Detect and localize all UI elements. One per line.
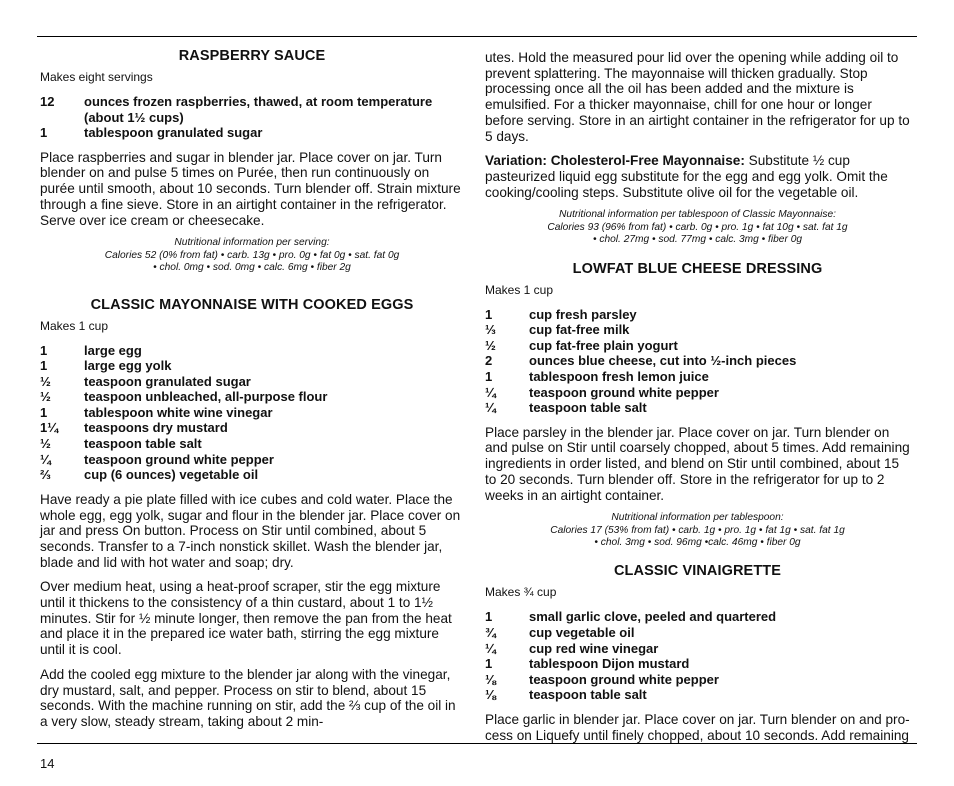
- nutrition-heading: Nutritional information per tablespoon:: [611, 512, 784, 524]
- ingredient-quantity: 1: [485, 656, 493, 672]
- bottom-rule: [37, 743, 917, 744]
- ingredient-row: [40, 436, 464, 452]
- ingredient-description: cup fresh parsley: [529, 306, 637, 322]
- ingredient-row: [485, 672, 910, 688]
- ingredient-row: [485, 656, 910, 672]
- ingredient-quantity: 1¼: [40, 420, 59, 436]
- ingredient-description: large egg yolk: [84, 358, 172, 374]
- ingredient-quantity: ¼: [40, 451, 51, 467]
- ingredient-row: [40, 420, 464, 436]
- recipe-directions: Over medium heat, using a heat-proof scraper, stir the egg mixture until it thickens to the consistency of a thin custard, about 1 to 1½ minutes. Stir for ½ minute longer, then remove the pan from the heat and place it in the prepared ice water bath, stirring the egg mixture until it is cool.: [40, 579, 452, 658]
- recipe-classic-vinaigrette: [485, 563, 910, 743]
- ingredient-quantity: ⅓: [485, 322, 496, 338]
- ingredient-quantity: ¼: [485, 640, 496, 656]
- recipe-yield: Makes 1 cup: [40, 318, 109, 333]
- ingredient-row: [40, 389, 464, 405]
- ingredient-quantity: ½: [40, 389, 51, 405]
- recipe-directions: Place parsley in the blender jar. Place cover on jar. Turn blender on and pulse on Stir until coarsely chopped, about 5 times. Add remaining ingredients in order listed, and blend on Stir until combined, about 15 to 20 seconds. Turn blender off. Store in the refrigerator for up to 2 weeks in an airtight container.: [485, 424, 910, 503]
- ingredient-row: [485, 609, 910, 625]
- ingredient-quantity: 12: [40, 94, 55, 109]
- ingredient-description: teaspoon table salt: [529, 400, 647, 416]
- left-column: [40, 48, 464, 739]
- ingredient-quantity: ⅔: [40, 467, 51, 483]
- ingredient-description: cup (6 ounces) vegetable oil: [84, 467, 259, 483]
- recipe-directions: Place raspberries and sugar in blender jar. Place cover on jar. Turn blender on and pulse 5 times on Purée, then run continuously on purée until smooth, about 10 seconds. Turn blender off. Strain mixture through a fine sieve. Store in an airtight container in the refrigerator. Serve over ice cream or cheesecake.: [40, 149, 461, 228]
- ingredient-description: teaspoon ground white pepper: [84, 451, 274, 467]
- nutrition-info: [40, 237, 464, 274]
- ingredient-description: teaspoon ground white pepper: [529, 384, 719, 400]
- variation-text: Substitute ½ cup pasteurized liquid egg substitute for the egg and egg yolk. Omit the cooking/cooling steps. Substitute olive oil for the vegetable oil.: [485, 153, 888, 200]
- ingredient-quantity: ¼: [485, 384, 496, 400]
- ingredient-description: tablespoon granulated sugar: [84, 125, 263, 141]
- ingredient-description: cup red wine vinegar: [529, 640, 659, 656]
- ingredient-row: [485, 385, 910, 401]
- nutrition-line: Calories 17 (53% from fat) • carb. 1g • pro. 1g • fat 1g • sat. fat 1g: [550, 524, 845, 536]
- ingredient-row: [485, 625, 910, 641]
- ingredient-quantity: ½: [40, 373, 51, 389]
- ingredient-description: teaspoon ground white pepper: [529, 671, 719, 687]
- ingredient-row: [485, 400, 910, 416]
- right-column: [485, 50, 910, 752]
- variation-label: Variation: Cholesterol-Free Mayonnaise:: [485, 153, 745, 169]
- ingredient-row: [485, 687, 910, 703]
- ingredient-row: [485, 307, 910, 323]
- ingredient-description: teaspoon table salt: [84, 436, 202, 452]
- recipe-directions: Add the cooled egg mixture to the blender jar along with the vinegar, dry mustard, salt, and pepper. Process on stir to blend, about 15 seconds. With the machine running on stir, add the ⅔ cup of the oil in a very slow, steady stream, taking about 2 min-: [40, 666, 456, 729]
- ingredient-description: tablespoon white wine vinegar: [84, 404, 273, 420]
- ingredient-row: [485, 338, 910, 354]
- ingredient-quantity: 1: [485, 306, 493, 322]
- recipe-title: CLASSIC MAYONNAISE WITH COOKED EGGS: [90, 296, 414, 313]
- ingredient-description: teaspoon unbleached, all-purpose flour: [84, 389, 328, 405]
- ingredient-row: [485, 641, 910, 657]
- ingredient-quantity: 2: [485, 353, 493, 369]
- recipe-yield: Makes eight servings: [40, 70, 153, 84]
- ingredient-row: [40, 358, 464, 374]
- ingredient-row: [40, 467, 464, 483]
- recipe-title: LOWFAT BLUE CHEESE DRESSING: [572, 260, 823, 277]
- ingredient-description: cup fat-free plain yogurt: [529, 337, 678, 353]
- ingredient-quantity: 1: [40, 358, 48, 374]
- ingredient-description: teaspoon granulated sugar: [84, 373, 251, 389]
- recipe-classic-mayonnaise: [40, 297, 464, 730]
- ingredient-description: ounces frozen raspberries, thawed, at room temperature (about 1½ cups): [84, 94, 433, 125]
- nutrition-line: • chol. 3mg • sod. 96mg •calc. 46mg • fiber 0g: [594, 537, 801, 549]
- nutrition-line: • chol. 0mg • sod. 0mg • calc. 6mg • fiber 2g: [153, 262, 351, 274]
- ingredient-description: small garlic clove, peeled and quartered: [529, 609, 777, 625]
- ingredient-description: large egg: [84, 342, 142, 358]
- ingredient-quantity: ⅛: [485, 671, 496, 687]
- ingredient-quantity: ⅛: [485, 687, 496, 703]
- nutrition-line: Calories 52 (0% from fat) • carb. 13g • pro. 0g • fat 0g • sat. fat 0g: [104, 249, 400, 261]
- ingredient-row: [40, 94, 464, 125]
- ingredient-row: [485, 322, 910, 338]
- ingredient-quantity: ¾: [485, 625, 496, 641]
- ingredient-quantity: ¼: [485, 400, 496, 416]
- nutrition-info: [485, 512, 910, 549]
- nutrition-heading: Nutritional information per serving:: [174, 237, 330, 249]
- recipe-lowfat-blue-cheese-dressing: [485, 261, 910, 550]
- ingredient-row: [485, 369, 910, 385]
- ingredient-description: tablespoon fresh lemon juice: [529, 368, 709, 384]
- ingredient-list: [485, 609, 910, 703]
- ingredient-list: [40, 343, 464, 483]
- ingredient-list: [40, 94, 464, 141]
- ingredient-description: cup vegetable oil: [529, 625, 635, 641]
- ingredient-row: [40, 125, 464, 141]
- ingredient-quantity: 1: [40, 125, 48, 141]
- page-number: 14: [40, 756, 55, 771]
- ingredient-quantity: ½: [40, 436, 51, 452]
- ingredient-description: teaspoons dry mustard: [84, 420, 228, 436]
- ingredient-list: [485, 307, 910, 416]
- ingredient-row: [485, 353, 910, 369]
- recipe-directions: Place garlic in blender jar. Place cover on jar. Turn blender on and process on Liquefy until finely chopped, about 10 seconds. Add remaining: [485, 712, 910, 743]
- ingredient-row: [40, 405, 464, 421]
- ingredient-quantity: ½: [485, 337, 496, 353]
- recipe-title: CLASSIC VINAIGRETTE: [613, 563, 782, 580]
- ingredient-description: ounces blue cheese, cut into ½-inch pieces: [529, 353, 797, 369]
- nutrition-line: • chol. 27mg • sod. 77mg • calc. 3mg • fiber 0g: [592, 234, 803, 246]
- nutrition-info: [485, 209, 910, 246]
- ingredient-quantity: 1: [485, 609, 493, 625]
- ingredient-description: teaspoon table salt: [529, 687, 647, 703]
- variation-note: [485, 153, 910, 200]
- recipe-directions-continued: utes. Hold the measured pour lid over the opening while adding oil to prevent splattering. The mayonnaise will thicken gradually. Stop processing once all the oil has been added and the mixture is emulsified. For a thicker mayonnaise, chill for one hour or longer before serving. Store in an airtight container in the refrigerator for up to 5 days.: [485, 50, 910, 144]
- recipe-yield: Makes ¾ cup: [485, 585, 557, 600]
- recipe-directions: Have ready a pie plate filled with ice cubes and cold water. Place the whole egg, egg yolk, sugar and flour in the blender jar. Place cover on jar and press On button. Process on Stir until combined, about 5 seconds. Transfer to a 7-inch nonstick skillet. Wash the blender jar, blade and lid with hot water and soap; dry.: [40, 491, 461, 570]
- nutrition-heading: Nutritional information per tablespoon of Classic Mayonnaise:: [559, 209, 836, 221]
- ingredient-quantity: 1: [40, 404, 48, 420]
- ingredient-quantity: 1: [40, 342, 48, 358]
- top-rule: [37, 36, 917, 37]
- ingredient-description: tablespoon Dijon mustard: [529, 656, 690, 672]
- ingredient-row: [40, 343, 464, 359]
- recipe-yield: Makes 1 cup: [485, 282, 554, 297]
- recipe-raspberry-sauce: [40, 48, 464, 275]
- nutrition-line: Calories 93 (96% from fat) • carb. 0g • pro. 1g • fat 10g • sat. fat 1g: [547, 221, 848, 233]
- ingredient-row: [40, 374, 464, 390]
- recipe-title: RASPBERRY SAUCE: [178, 48, 326, 64]
- ingredient-row: [40, 452, 464, 468]
- ingredient-quantity: 1: [485, 368, 493, 384]
- ingredient-description: cup fat-free milk: [529, 322, 630, 338]
